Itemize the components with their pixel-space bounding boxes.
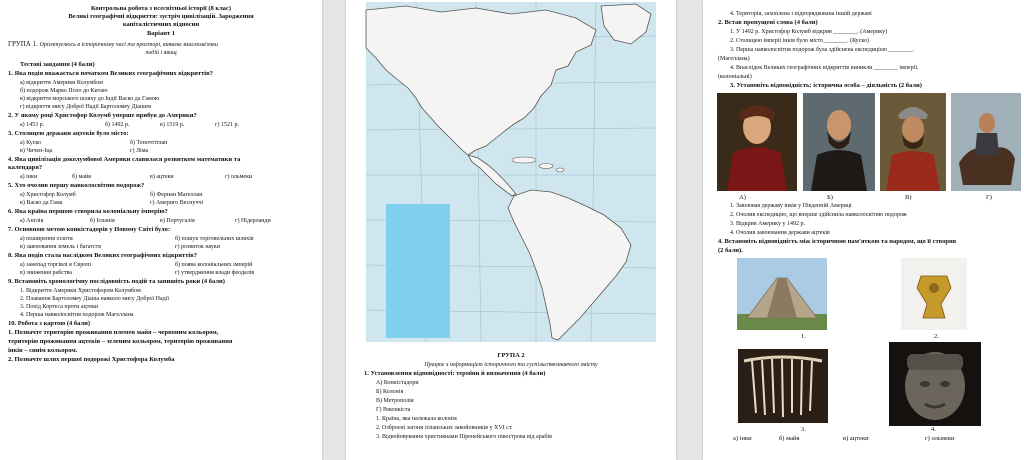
q2-option-d: г) 1521 р. <box>215 122 239 128</box>
q3-option-a: а) Куско <box>20 140 41 146</box>
question-4-line2: календаря? <box>8 164 43 171</box>
q1-option-c: в) відкриття морського шляху до Індії Васко да Гамою <box>20 96 160 102</box>
activity-3: 3. Відкрив Америку у 1492 р. <box>730 221 806 227</box>
question-10: 10. Робота з картою (4 бали) <box>8 320 91 327</box>
activity-2: 2. Очолив експедицію, що вперше здійснила навколосвітню подорож <box>730 212 907 218</box>
monument-number-2: 2. <box>934 333 939 340</box>
q5-option-c: в) Васко да Гама <box>20 200 63 206</box>
q10-task-2: 2. Позначте шлях першої подорожі Христофора Колумба <box>8 356 175 363</box>
term-d: Г) Реконкіста <box>376 407 411 413</box>
fill-3: 3. Перша навколосвітня подорож була здійснена експедицією ________. <box>730 47 914 53</box>
monument-pyramid <box>737 258 827 330</box>
tests-heading: Тестові завдання (4 бали) <box>20 61 95 68</box>
group2-heading: ГРУПА 2 <box>497 352 525 359</box>
group1-desc-line2: подій і явищ <box>145 50 177 56</box>
question-8: 8. Яка подія стала наслідком Великих географічних відкриттів? <box>8 252 197 259</box>
q4-option-b: б) майя <box>72 174 91 180</box>
section-1-heading: 1. Установлення відповідності: терміни й визначення (4 бали) <box>364 370 546 377</box>
group1-label: ГРУПА 1. <box>8 40 38 48</box>
q2-option-a: а) 1453 р. <box>20 122 45 128</box>
q4-option-d: г) ольмеки <box>225 174 253 180</box>
q10-task-1-line2: територію проживання ацтеків – зеленим кольором, територію проживання <box>8 338 233 345</box>
q1-option-b: б) подорож Марко Поло до Китаю <box>20 88 108 94</box>
question-4: 4. Яка цивілізація доколумбової Америки славилася розвитком математики та <box>8 156 241 163</box>
q6-option-c: в) Португалія <box>160 218 195 224</box>
q8-option-a: а) занепад торгівлі в Європі <box>20 262 92 268</box>
q6-option-d: г) Нідерланди <box>235 218 271 224</box>
topic-title-line2: капіталістичних відносин <box>122 21 200 28</box>
activity-1: 1. Завоював державу інків у Південній Америці <box>730 203 852 209</box>
q9-item-4: 4. Перша навколосвітня подорож Магеллана <box>20 312 134 318</box>
portrait-label-a: А) <box>739 194 746 201</box>
term-b: Б) Колонія <box>376 389 404 395</box>
q9-item-2: 2. Плавання Бартоломеу Діаша навколо мису Доброї Надії <box>20 296 169 302</box>
definition-2: 2. Озброєні загони іспанських завойовників у XVI ст. <box>376 425 513 431</box>
q4-option-a: а) інки <box>20 174 38 180</box>
group1-desc: Орієнтуємось в історичному часі та просторі, виявляє взаємозв'язки <box>39 42 218 48</box>
q3-option-b: б) Теночтітлан <box>130 140 168 146</box>
q7-option-d: г) розвиток науки <box>175 244 221 250</box>
q1-option-a: а) відкриття Америки Колумбом <box>20 80 103 86</box>
term-a: А) Конкістадори <box>376 380 419 386</box>
portrait-label-d: Г) <box>986 194 992 201</box>
q2-option-b: б) 1492 р. <box>105 122 130 128</box>
fill-1: 1. У 1492 р. Христофор Колумб відкрив ________. (Америку) <box>730 29 888 35</box>
q5-option-d: г) Америго Веспуччі <box>150 200 204 206</box>
monument-olmec-head <box>889 342 981 426</box>
fill-2: 2. Столицею імперії інків було місто________. (Куско) <box>730 38 869 44</box>
definition-4: 4. Територія, захоплена і підпорядкована іншій державі <box>730 11 872 17</box>
section-2-heading: 2. Встав пропущені слова (4 бали) <box>718 19 818 26</box>
q2-option-c: в) 1519 р. <box>160 122 185 128</box>
question-7: 7. Основною метою конкістадорів у Новому Світі було: <box>8 226 171 233</box>
section-4-heading: 4. Встановіть відповідність між історичною пам'яткою та народом, що її створив <box>718 238 957 245</box>
q5-option-a: а) Христофор Колумб <box>20 192 76 198</box>
portrait-magellan <box>803 93 875 191</box>
fill-4-line2: (колоніальні) <box>718 74 752 80</box>
people-option-a: а) інки <box>733 435 752 442</box>
q6-option-b: б) Іспанія <box>90 218 115 224</box>
question-6: 6. Яка країна першою створила колоніальну імперію? <box>8 208 168 215</box>
q1-option-d: г) відкриття мису Доброї Надії Бартоломеу Діашем <box>20 104 152 110</box>
q9-item-1: 1. Відкриття Америки Христофором Колумбом <box>20 288 141 294</box>
topic-title: Великі географічні відкриття: зустріч цивілізацій. Зародження <box>68 13 254 20</box>
q10-task-1: 1. Позначте територію проживання племен майя – червоним кольором, <box>8 329 219 336</box>
q7-option-b: б) пошук торговельних шляхів <box>175 236 254 242</box>
definition-1: 1. Країна, яка належала колонія <box>376 416 457 422</box>
monument-number-4: 4. <box>931 426 936 433</box>
q7-option-c: в) завоювання земель і багатств <box>20 244 102 250</box>
portrait-label-b: Б) <box>827 194 833 201</box>
q8-option-b: б) поява колоніальних імперій <box>175 262 253 268</box>
portrait-pizarro <box>880 93 946 191</box>
q3-option-d: г) Ліма <box>130 148 149 154</box>
fill-3-line2: (Магеллана) <box>718 56 750 62</box>
variant-label: Варіант 1 <box>146 30 176 37</box>
q10-task-1-line3: інків – синім кольором. <box>8 347 78 354</box>
group1-heading <box>8 41 218 48</box>
q9-item-3: 3. Похід Кортеса проти ацтеки <box>20 304 99 310</box>
question-9: 9. Встановіть хронологічну послідовність подій та запишіть роки (4 бали) <box>8 278 225 285</box>
question-3: 3. Столицею держави ацтеків було місто: <box>8 130 129 137</box>
people-option-d: г) ольмеки <box>925 435 955 442</box>
q7-option-a: а) поширення освіти <box>20 236 73 242</box>
people-option-b: б) майя <box>779 435 800 442</box>
term-c: В) Метрополія <box>376 398 414 404</box>
group2-desc: Працює з інформацією історичного та суспільствознавчого змісту <box>424 362 598 368</box>
monument-gold-figure <box>901 258 967 330</box>
question-5: 5. Хто очолив першу навколосвітню подорож? <box>8 182 145 189</box>
outline-map-americas <box>346 0 676 345</box>
q5-option-b: б) Фернан Магеллан <box>150 192 203 198</box>
question-1: 1. Яка подія вважається початком Великих географічних відкриттів? <box>8 70 213 77</box>
portrait-label-c: В) <box>905 194 912 201</box>
map-legend-box <box>386 204 450 338</box>
q8-option-d: г) утвердження влади феодалів <box>175 270 255 276</box>
question-2: 2. У якому році Христофор Колумб уперше прибув до Америки? <box>8 112 197 119</box>
fill-4: 4. Внаслідок Великих географічних відкриттів виникли ________ імперії. <box>730 65 919 71</box>
page-1 <box>0 0 322 460</box>
people-option-c: в) ацтеки <box>843 435 869 442</box>
q8-option-c: в) зниження рабства <box>20 270 72 276</box>
q6-option-a: а) Англія <box>20 218 44 224</box>
portrait-cortes <box>951 93 1021 191</box>
definition-3: 3. Відвойовування християнами Піренейського півострова від арабів <box>376 434 552 440</box>
section-3-heading: 3. Установіть відповідність: історична особа – діяльність (2 бали) <box>730 82 922 89</box>
page-3 <box>703 0 1024 460</box>
test-title: Контрольна робота з всесвітньої історії (8 клас) <box>90 5 232 12</box>
monument-number-3: 3. <box>801 426 806 433</box>
q3-option-c: в) Чичен-Іца <box>20 148 53 154</box>
page-2 <box>346 0 676 460</box>
activity-4: 4. Очолив завоювання держави ацтеків <box>730 230 830 236</box>
monument-number-1: 1. <box>801 333 806 340</box>
section-4-heading-line2: (2 бали). <box>718 247 743 254</box>
monument-quipu <box>738 349 828 423</box>
portrait-columbus <box>717 93 797 191</box>
q4-option-c: в) ацтеки <box>150 174 174 180</box>
